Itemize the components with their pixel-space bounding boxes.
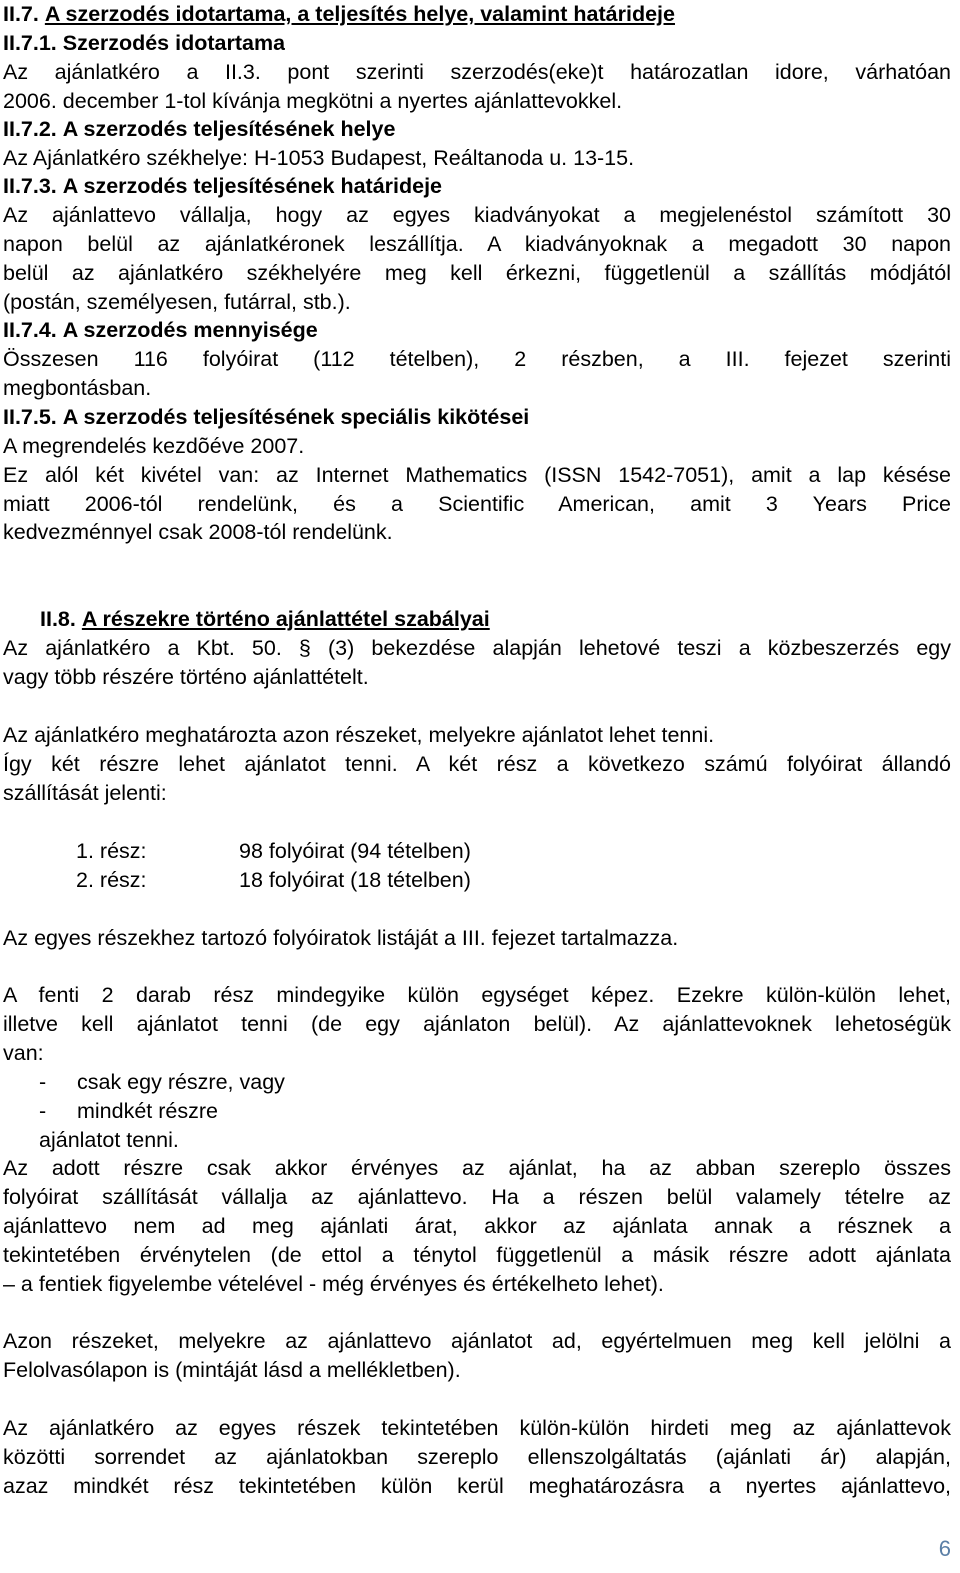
- section-heading-ii8: [40, 605, 490, 634]
- text-line: folyóirat szállítását vállalja az ajánlattevo. Ha a részen belül valamely tételre az: [3, 1185, 951, 1209]
- section-number: II.7.: [3, 2, 39, 26]
- text-line: Így két részre lehet ajánlatot tenni. A két rész a következo számú folyóirat állandó: [3, 752, 951, 776]
- text-line: Felolvasólapon is (mintáját lásd a mellékletben).: [3, 1358, 461, 1382]
- list-item-label: 1. rész:: [76, 839, 147, 863]
- text-line: vagy több részére történo ajánlattételt.: [3, 665, 369, 689]
- section-number: II.8.: [40, 607, 76, 631]
- section-heading-ii73: [3, 172, 442, 201]
- list-item-value: 98 folyóirat (94 tételben): [239, 839, 471, 863]
- section-number: II.7.1.: [3, 31, 57, 55]
- list-item: mindkét részre: [77, 1099, 218, 1123]
- section-heading-ii72: [3, 115, 395, 144]
- text-line: megbontásban.: [3, 376, 152, 400]
- section-title: A szerzodés teljesítésének helye: [62, 117, 396, 141]
- text-line: szállítását jelenti:: [3, 781, 167, 805]
- section-title: A részekre történo ajánlattétel szabályai: [81, 607, 490, 631]
- section-number: II.7.2.: [3, 117, 57, 141]
- text-line: Összesen 116 folyóirat (112 tételben), 2 részben, a III. fejezet szerinti: [3, 347, 951, 371]
- list-item-label: 2. rész:: [76, 868, 147, 892]
- text-line: tekintetében érvénytelen (de ettol a ténytol függetlenül a másik részre adott ajánlata: [3, 1243, 951, 1267]
- text-line: kedvezménnyel csak 2008-tól rendelünk.: [3, 520, 393, 544]
- text-line: Az ajánlattevo vállalja, hogy az egyes kiadványokat a megjelenéstol számított 30: [3, 203, 951, 227]
- text-line: Az ajánlatkéro a II.3. pont szerinti szerzodés(eke)t határozatlan idore, várhatóan: [3, 60, 951, 84]
- text-line: Az adott részre csak akkor érvényes az ajánlat, ha az abban szereplo összes: [3, 1156, 951, 1180]
- section-title: A szerzodés mennyisége: [62, 318, 318, 342]
- text-line: Az ajánlatkéro meghatározta azon részeket, melyekre ajánlatot lehet tenni.: [3, 723, 715, 747]
- text-line: A megrendelés kezdõéve 2007.: [3, 434, 305, 458]
- section-number: II.7.5.: [3, 405, 57, 429]
- text-line: van:: [3, 1041, 44, 1065]
- text-line: 2006. december 1-tol kívánja megkötni a nyertes ajánlattevokkel.: [3, 89, 623, 113]
- text-line: Ez alól két kivétel van: az Internet Mathematics (ISSN 1542-7051), amit a lap késése: [3, 463, 951, 487]
- section-heading-ii71: [3, 29, 285, 58]
- section-title: A szerzodés idotartama, a teljesítés helye, valamint határideje: [44, 2, 675, 26]
- section-title: A szerzodés teljesítésének speciális kikötései: [62, 405, 530, 429]
- page-number: 6: [938, 1536, 951, 1561]
- text-line: ajánlattevo nem ad meg ajánlati árat, akkor az ajánlata annak a résznek a: [3, 1214, 951, 1238]
- section-title: A szerzodés teljesítésének határideje: [62, 174, 443, 198]
- text-line: ajánlatot tenni.: [39, 1128, 179, 1152]
- section-heading-ii7: [3, 0, 675, 29]
- section-heading-ii75: [3, 403, 529, 432]
- text-line: közötti sorrendet az ajánlatokban szereplo ellenszolgáltatás (ajánlati ár) alapján,: [3, 1445, 951, 1469]
- text-line: Az ajánlatkéro az egyes részek tekintetében külön-külön hirdeti meg az ajánlattevok: [3, 1416, 951, 1440]
- text-line: (postán, személyesen, futárral, stb.).: [3, 290, 351, 314]
- text-line: napon belül az ajánlatkéronek leszállítja. A kiadványoknak a megadott 30 napon: [3, 232, 951, 256]
- text-line: Az ajánlatkéro a Kbt. 50. § (3) bekezdése alapján lehetové teszi a közbeszerzés egy: [3, 636, 951, 660]
- section-number: II.7.4.: [3, 318, 57, 342]
- text-line: Az egyes részekhez tartozó folyóiratok listáját a III. fejezet tartalmazza.: [3, 926, 679, 950]
- text-line: illetve kell ajánlatot tenni (de egy ajánlaton belül). Az ajánlattevoknek lehetoségük: [3, 1012, 951, 1036]
- text-line: Az Ajánlatkéro székhelye: H-1053 Budapest, Reáltanoda u. 13-15.: [3, 146, 635, 170]
- text-line: A fenti 2 darab rész mindegyike külön egységet képez. Ezekre külön-külön lehet,: [3, 983, 951, 1007]
- list-item: csak egy részre, vagy: [77, 1070, 285, 1094]
- section-number: II.7.3.: [3, 174, 57, 198]
- text-line: miatt 2006-tól rendelünk, és a Scientific American, amit 3 Years Price: [3, 492, 951, 516]
- text-line: Azon részeket, melyekre az ajánlattevo ajánlatot ad, egyértelmuen meg kell jelölni a: [3, 1329, 951, 1353]
- list-dash: -: [39, 1070, 47, 1094]
- list-dash: -: [39, 1099, 47, 1123]
- section-heading-ii74: [3, 316, 318, 345]
- list-item-value: 18 folyóirat (18 tételben): [239, 868, 471, 892]
- section-title: Szerzodés idotartama: [62, 31, 286, 55]
- text-line: – a fentiek figyelembe vételével - még érvényes és értékelheto lehet).: [3, 1272, 664, 1296]
- text-line: azaz mindkét rész tekintetében külön kerül meghatározásra a nyertes ajánlattevo,: [3, 1474, 951, 1498]
- text-line: belül az ajánlatkéro székhelyére meg kell érkezni, függetlenül a szállítás módjától: [3, 261, 951, 285]
